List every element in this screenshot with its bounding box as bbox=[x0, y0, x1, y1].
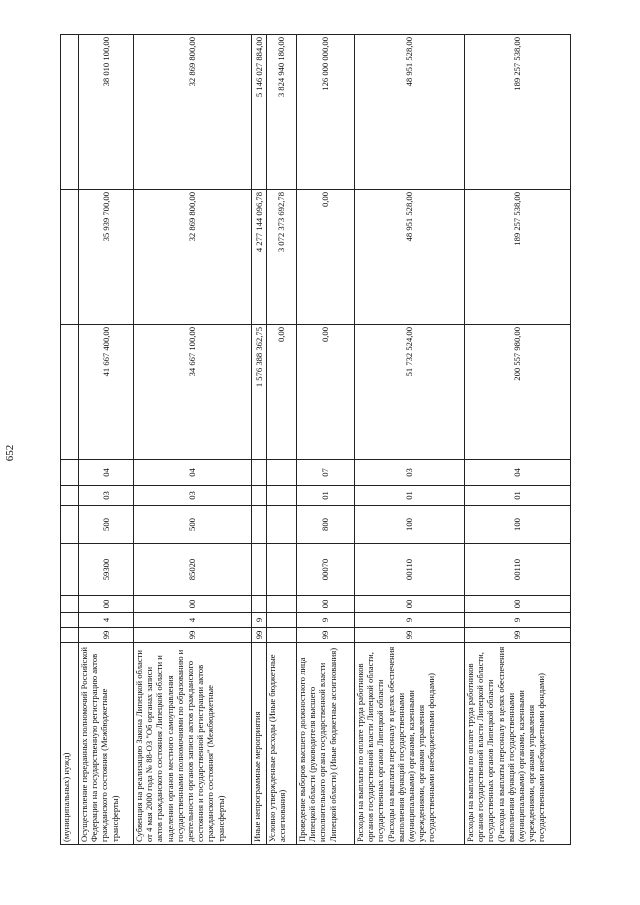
amount-year-3: 48 951 528,00 bbox=[355, 35, 465, 190]
code-program: 99 bbox=[252, 628, 267, 643]
code-direction: 00110 bbox=[355, 544, 465, 596]
code-direction: 00070 bbox=[297, 544, 355, 596]
row-name: Проведение выборов высшего должностного лица Липецкой области (руководителя высшего исполнительного органа государственной власти Липецкой области) (Иные бюджетные ассигнования) bbox=[297, 643, 355, 845]
table-row-carry bbox=[61, 35, 79, 845]
amount-year-1: 41 667 400,00 bbox=[79, 325, 134, 460]
code-subsection: 07 bbox=[297, 460, 355, 486]
code-expense-type: 800 bbox=[297, 506, 355, 544]
carry-line-cell: (муниципальных) нужд) bbox=[61, 643, 79, 845]
code-subprogram: 4 bbox=[134, 613, 252, 628]
amount-year-3: 126 000 000,00 bbox=[297, 35, 355, 190]
code-activity: 00 bbox=[79, 596, 134, 613]
page-number bbox=[0, 433, 20, 473]
code-section: 01 bbox=[355, 486, 465, 506]
amount-year-1: 34 667 100,00 bbox=[134, 325, 252, 460]
code-activity: 00 bbox=[465, 596, 571, 613]
table-row bbox=[79, 35, 134, 845]
code-section bbox=[267, 486, 297, 506]
code-subsection bbox=[252, 460, 267, 486]
amount-year-3: 38 010 100,00 bbox=[79, 35, 134, 190]
code-section: 03 bbox=[134, 486, 252, 506]
amount-year-1: 0,00 bbox=[297, 325, 355, 460]
page-number-text: 652 bbox=[4, 444, 16, 462]
row-name: Осуществление переданных полномочий Российской Федерации на государственную регистрацию актов гражданского состояния (Межбюджетные трансферты) bbox=[79, 643, 134, 845]
row-name: Расходы на выплаты по оплате труда работников органов государственной власти Липецкой области, государственных органов Липецкой области (Расходы на выплаты персоналу в целях обеспечения выполнения функций государственными (муниципальными) органами, казенными учреждениями, органами управления государственными внебюджетными фондами) bbox=[355, 643, 465, 845]
row-name: Субвенция на реализацию Закона Липецкой области от 4 мая 2000 года № 88-ОЗ "Об органах записи актов гражданского состояния Липецкой области и наделении органов местного самоуправления государственными полномочиями по образованию и деятельности органов записи актов гражданского состояния и государственной регистрации актов гражданского состояния" (Межбюджетные трансферты) bbox=[134, 643, 252, 845]
table-row bbox=[465, 35, 571, 845]
code-activity bbox=[267, 596, 297, 613]
code-direction bbox=[252, 544, 267, 596]
amount-year-3: 189 257 538,00 bbox=[465, 35, 571, 190]
code-subsection: 04 bbox=[465, 460, 571, 486]
code-subprogram: 9 bbox=[465, 613, 571, 628]
code-subsection: 04 bbox=[134, 460, 252, 486]
code-section: 01 bbox=[297, 486, 355, 506]
code-expense-type: 100 bbox=[465, 506, 571, 544]
code-activity bbox=[252, 596, 267, 613]
code-expense-type: 500 bbox=[134, 506, 252, 544]
code-subprogram: 9 bbox=[252, 613, 267, 628]
table-row bbox=[297, 35, 355, 845]
code-direction: 59300 bbox=[79, 544, 134, 596]
code-section: 03 bbox=[79, 486, 134, 506]
code-direction: 00110 bbox=[465, 544, 571, 596]
code-program: 99 bbox=[134, 628, 252, 643]
amount-year-2: 35 939 700,00 bbox=[79, 190, 134, 325]
row-name: Иные непрограммные мероприятия bbox=[252, 643, 267, 845]
code-activity: 00 bbox=[134, 596, 252, 613]
code-program: 99 bbox=[465, 628, 571, 643]
budget-table bbox=[60, 34, 571, 845]
code-subprogram: 9 bbox=[297, 613, 355, 628]
code-direction: 85020 bbox=[134, 544, 252, 596]
code-expense-type: 100 bbox=[355, 506, 465, 544]
amount-year-1: 1 576 388 362,75 bbox=[252, 325, 267, 460]
amount-year-2: 3 072 373 692,78 bbox=[267, 190, 297, 325]
table-row bbox=[134, 35, 252, 845]
table-row bbox=[252, 35, 267, 845]
table-row bbox=[267, 35, 297, 845]
table-row bbox=[355, 35, 465, 845]
amount-year-3: 5 146 027 884,00 bbox=[252, 35, 267, 190]
row-name: Расходы на выплаты по оплате труда работников органов государственной власти Липецкой области, государственных органов Липецкой области (Расходы на выплаты персоналу в целях обеспечения выполнения функций государственными (муниципальными) органами, казенными учреждениями, органами управления государственными внебюджетными фондами) bbox=[465, 643, 571, 845]
code-activity: 00 bbox=[355, 596, 465, 613]
amount-year-1: 51 732 524,00 bbox=[355, 325, 465, 460]
code-subprogram: 4 bbox=[79, 613, 134, 628]
code-expense-type: 500 bbox=[79, 506, 134, 544]
code-subsection bbox=[267, 460, 297, 486]
code-subsection: 03 bbox=[355, 460, 465, 486]
amount-year-2: 189 257 538,00 bbox=[465, 190, 571, 325]
code-subprogram: 9 bbox=[355, 613, 465, 628]
amount-year-1: 200 557 980,00 bbox=[465, 325, 571, 460]
code-program: 99 bbox=[355, 628, 465, 643]
code-program: 99 bbox=[297, 628, 355, 643]
code-subprogram bbox=[267, 613, 297, 628]
amount-year-2: 48 951 528,00 bbox=[355, 190, 465, 325]
amount-year-3: 3 824 940 180,00 bbox=[267, 35, 297, 190]
budget-table-sheet bbox=[60, 35, 570, 845]
amount-year-2: 0,00 bbox=[297, 190, 355, 325]
code-expense-type bbox=[267, 506, 297, 544]
amount-year-3: 32 869 800,00 bbox=[134, 35, 252, 190]
code-subsection: 04 bbox=[79, 460, 134, 486]
amount-year-2: 32 869 800,00 bbox=[134, 190, 252, 325]
amount-year-2: 4 277 144 096,78 bbox=[252, 190, 267, 325]
code-direction bbox=[267, 544, 297, 596]
code-program: 99 bbox=[79, 628, 134, 643]
code-section: 01 bbox=[465, 486, 571, 506]
row-name: Условно утвержденные расходы (Иные бюджетные ассигнования) bbox=[267, 643, 297, 845]
code-expense-type bbox=[252, 506, 267, 544]
amount-year-1: 0,00 bbox=[267, 325, 297, 460]
code-activity: 00 bbox=[297, 596, 355, 613]
code-program bbox=[267, 628, 297, 643]
code-section bbox=[252, 486, 267, 506]
